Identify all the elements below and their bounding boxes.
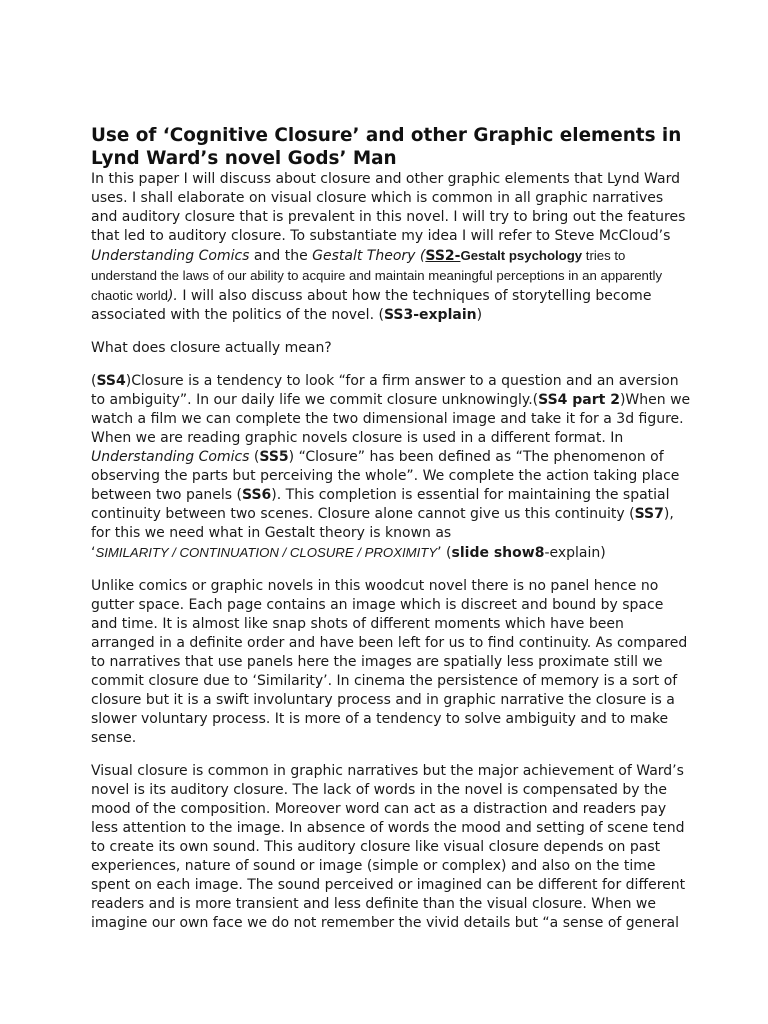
text-run: In this paper I will discuss about closure and other graphic elements that Lynd Ward uses. I shall elaborate on visual closure which is common in all graphic narratives and auditory closure that is prevalent in this novel. I will try to bring out the features that led to auditory closure. To substantiate my idea I will refer to Steve McCloud’s [91,171,686,244]
text-run: )Closure is a tendency to look “for a firm answer to a question and an aversion to ambiguity”. In our daily life we commit closure unknowingly.( [91,373,679,408]
document-page [91,124,691,947]
text-run: ( [249,449,260,465]
text-run: tries to understand the laws of our ability to acquire and maintain meaningful perceptions in an apparently chaotic world [91,248,663,303]
slide-ref-ss5: SS5 [259,449,289,465]
slide-ref-ss4-part2: SS4 part 2 [538,392,620,408]
text-run: ’ ( [437,545,452,561]
gestalt-principles-list: SIMILARITY / CONTINUATION / CLOSURE / PROXIMITY [95,545,438,560]
italic-book-title: Understanding Comics [91,248,250,264]
paragraph-intro [91,170,691,325]
text-run: )When we watch a film we can complete the two dimensional image and take it for a 3d figure. When we are reading graphic novels closure is used in a different format. In [91,392,691,446]
text-run: ) “Closure” has been defined as “The phenomenon of observing the parts but perceiving the whole”. We complete the action taking place between two panels ( [91,449,680,503]
paragraph-question: What does closure actually mean? [91,340,332,356]
document-title: Use of ‘Cognitive Closure’ and other Graphic elements in Lynd Ward’s novel Gods’ Man [91,125,682,169]
italic-theory-name: Gestalt Theory [312,248,416,264]
text-run: ( [415,248,426,264]
text-run: and the [249,248,313,264]
text-run: -explain) [544,545,606,561]
slide-ref-ss4: SS4 [96,373,126,389]
slide-ref-ss6: SS6 [242,487,272,503]
paragraph-closure-definition [91,372,691,563]
text-run: ), for this we need what in Gestalt theory is known as [91,506,674,541]
text-run: I will also discuss about how the techniques of storytelling become associated with the politics of the novel. ( [91,288,652,323]
text-run: ). This completion is essential for maintaining the spatial continuity between two scenes. Closure alone cannot give us this continuity ( [91,487,670,522]
text-run: ( [91,373,97,389]
text-run: ). [167,288,178,304]
paragraph-auditory-closure: Visual closure is common in graphic narratives but the major achievement of Ward’s novel is its auditory closure. The lack of words in the novel is compensated by the mood of the composition. Moreover word can act as a distraction and readers pay less attention to the image. In absence of words the mood and setting of scene tend to create its own sound. This auditory closure like visual closure depends on past experiences, nature of sound or image (simple or complex) and also on the time spent on each image. The sound perceived or imagined can be different for different readers and is more transient and less definite than the visual closure. When we imagine our own face we do not remember the vivid details but “a sense of general [91,763,686,931]
slide-ref-ss8: slide show8 [451,545,545,561]
italic-book-title: Understanding Comics [91,449,250,465]
slide-ref-ss2: SS2- [425,248,461,264]
gestalt-term: Gestalt psychology [460,248,583,263]
slide-ref-ss7: SS7 [634,506,664,522]
text-run: ‘ [91,545,96,561]
text-run: ) [476,307,483,323]
paragraph-woodcut-novel: Unlike comics or graphic novels in this woodcut novel there is no panel hence no gutter space. Each page contains an image which is discreet and bound by space and time. It is almost like snap shots of different moments which have been arranged in a definite order and have been left for us to find continuity. As compared to narratives that use panels here the images are spatially less proximate still we commit closure due to ‘Similarity’. In cinema the persistence of memory is a sort of closure but it is a swift involuntary process and in graphic narrative the closure is a slower voluntary process. It is more of a tendency to solve ambiguity and to make sense. [91,578,688,746]
slide-ref-ss3: SS3-explain [383,307,477,323]
